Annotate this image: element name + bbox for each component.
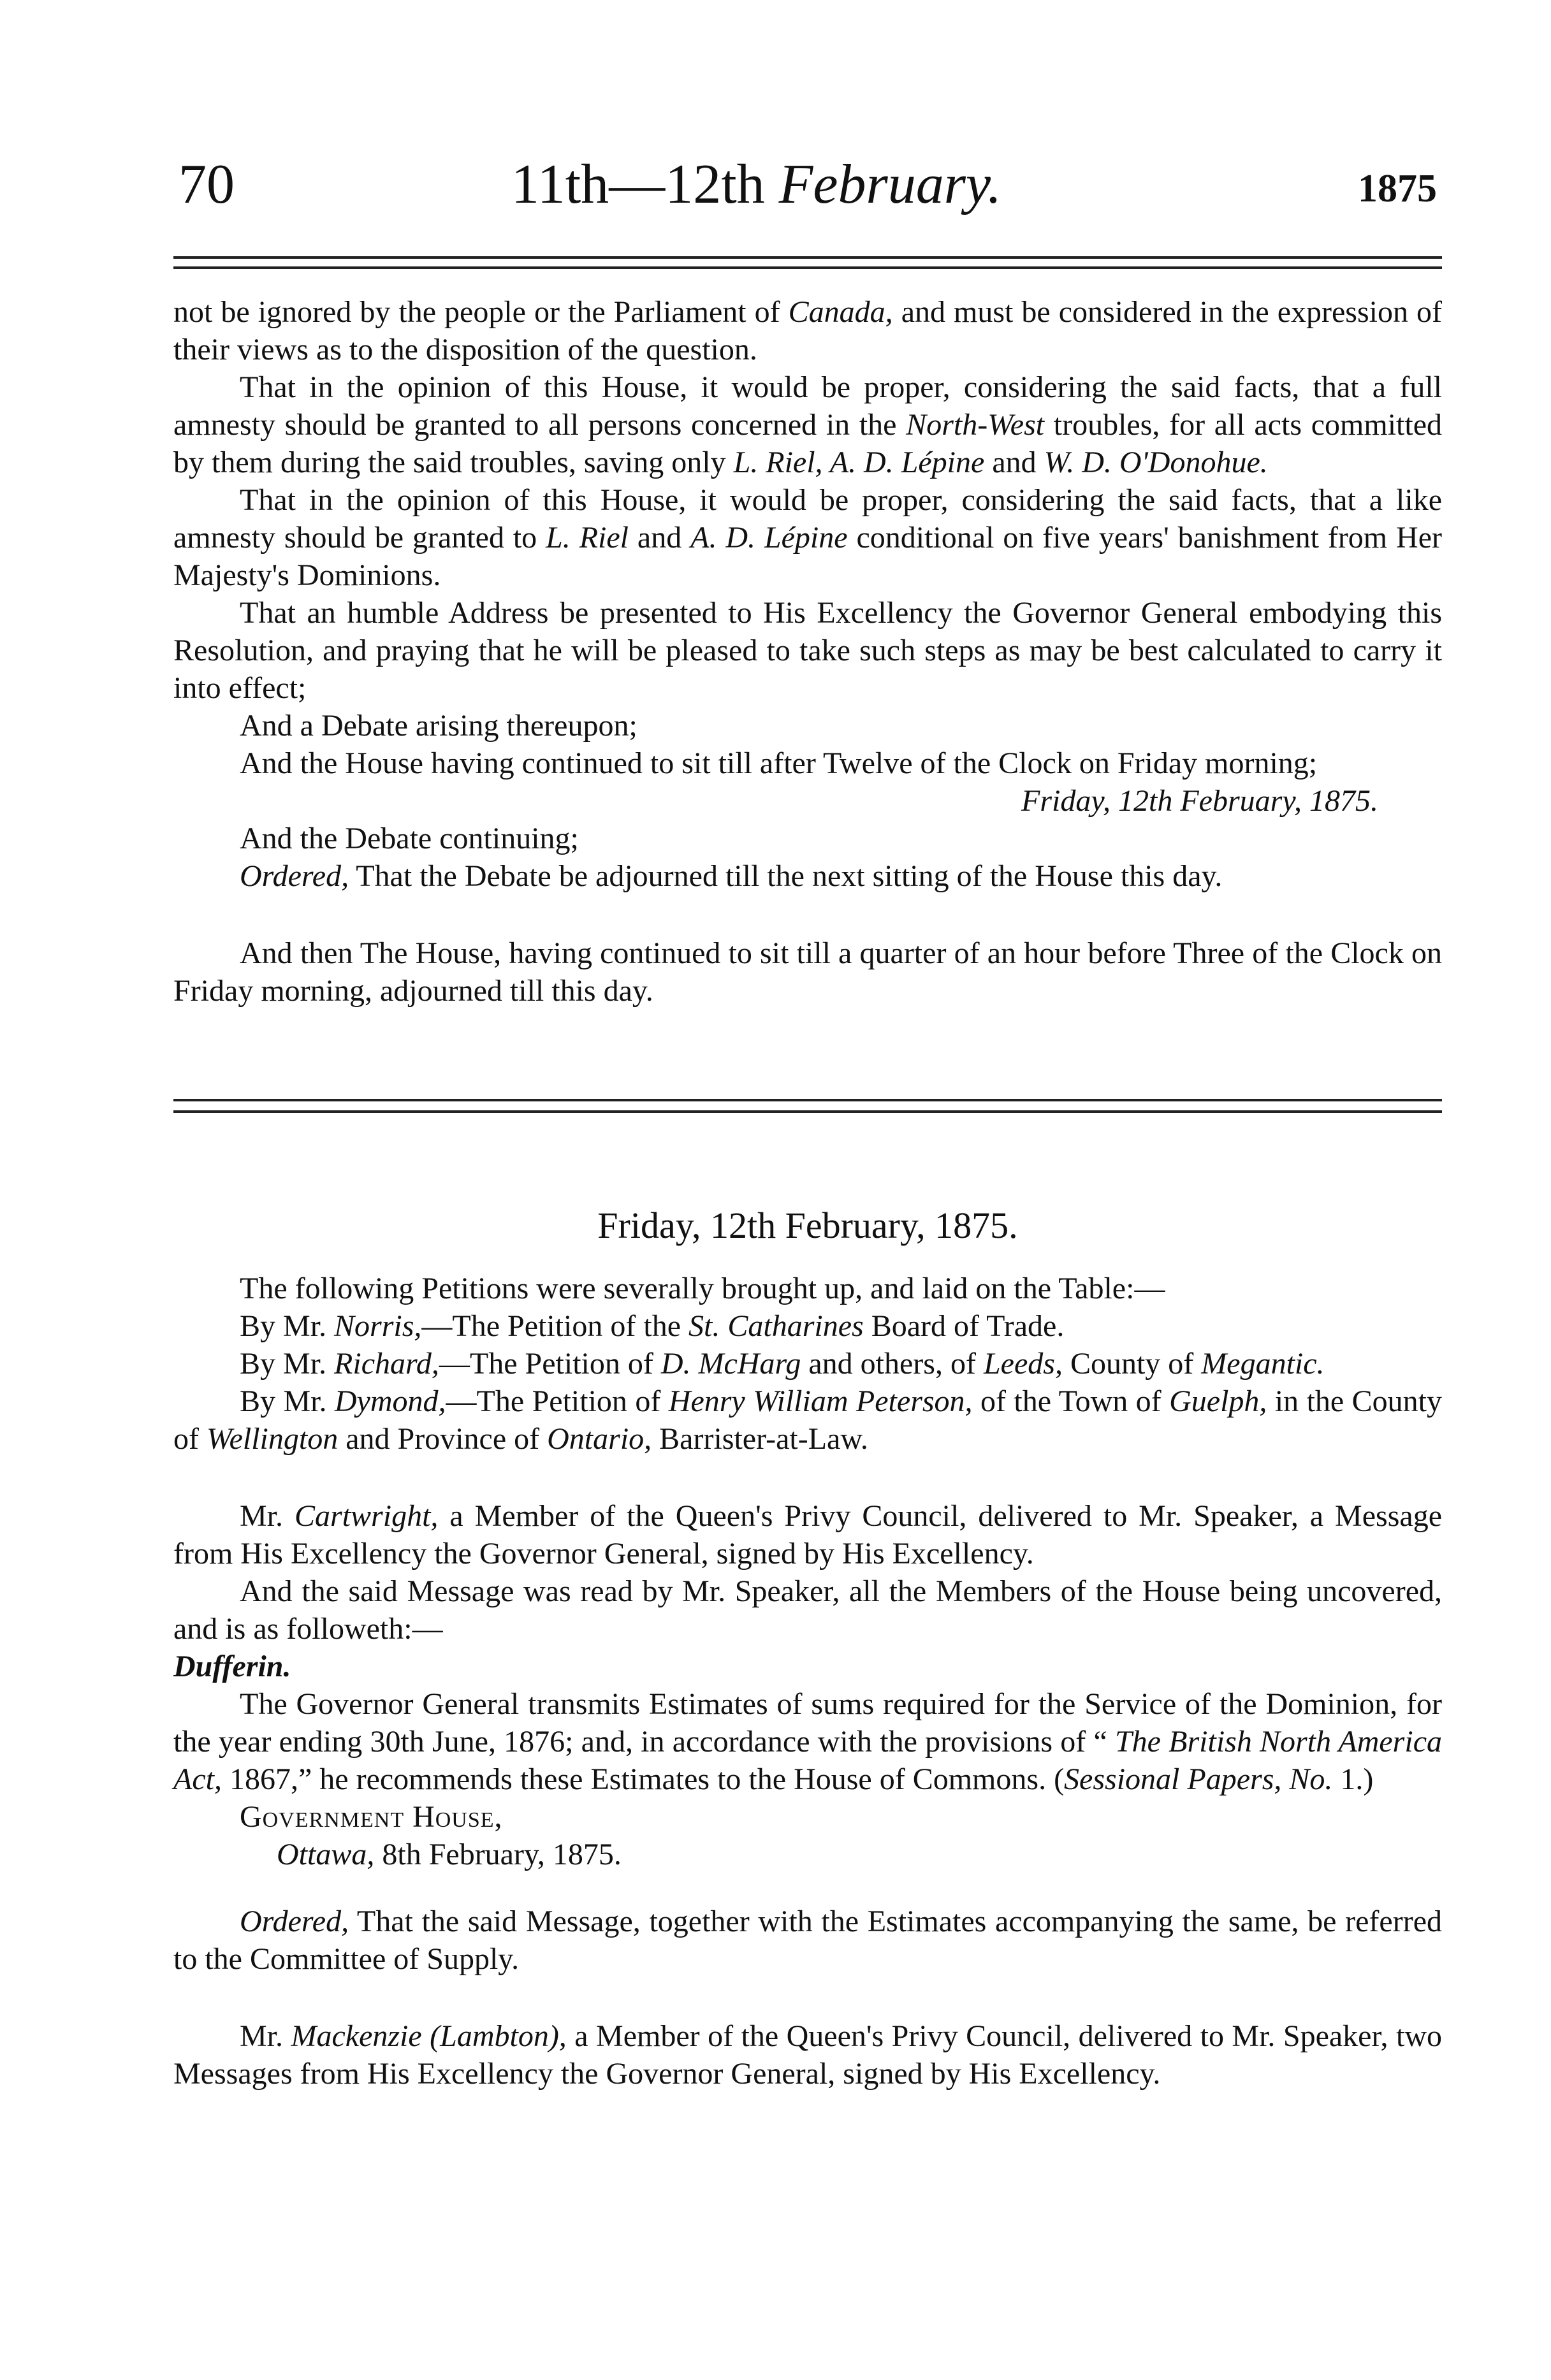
paragraph: not be ignored by the people or the Parliament of Canada, and must be considered in the expression of their views as to the disposition of the question.: [173, 295, 1442, 366]
page-header: [173, 153, 1442, 223]
ottawa-date: Ottawa, 8th February, 1875.: [277, 1838, 622, 1871]
paragraph: And the Debate continuing;: [240, 822, 579, 855]
paragraph: Ordered, That the Debate be adjourned till the next sitting of the House this day.: [240, 859, 1223, 893]
section-heading: Friday, 12th February, 1875.: [597, 1205, 1018, 1246]
paragraph: And the House having continued to sit till after Twelve of the Clock on Friday morning;: [240, 746, 1318, 780]
paragraph: That in the opinion of this House, it would be proper, considering the said facts, that a full amnesty should be granted to all persons concerned in the North-West troubles, for all acts committed by them during the said troubles, saving only L. Riel, A. D. Lépine and W. D. O'Donohue.: [173, 370, 1443, 479]
petition-item: By Mr. Dymond,—The Petition of Henry William Peterson, of the Town of Guelph, in the County of Wellington and Province of Ontario, Barrister-at-Law.: [173, 1384, 1443, 1456]
continued-proceedings: [173, 293, 1442, 1010]
paragraph: That an humble Address be presented to His Excellency the Governor General embodying this Resolution, and praying that he will be pleased to take such steps as may be best calculated to carry it into effect;: [173, 596, 1442, 705]
paragraph: And then The House, having continued to sit till a quarter of an hour before Three of the Clock on Friday morning, adjourned till this day.: [173, 936, 1442, 1008]
paragraph: And a Debate arising thereupon;: [240, 709, 637, 743]
petition-item: By Mr. Richard,—The Petition of D. McHarg and others, of Leeds, County of Megantic.: [240, 1347, 1325, 1381]
paragraph: The following Petitions were severally brought up, and laid on the Table:—: [240, 1272, 1165, 1305]
paragraph: Mr. Mackenzie (Lambton), a Member of the Queen's Privy Council, delivered to Mr. Speaker, two Messages from His Excellency the Governor General, signed by His Excellency.: [173, 2019, 1442, 2091]
document-page: [173, 153, 1442, 2093]
header-year: 1875: [1358, 167, 1437, 210]
running-title: 11th—12th February.: [511, 154, 1002, 215]
government-house: Government House,: [240, 1800, 503, 1834]
signature: Dufferin.: [173, 1650, 291, 1683]
petition-item: By Mr. Norris,—The Petition of the St. Catharines Board of Trade.: [240, 1309, 1065, 1343]
petitions-section: [173, 1270, 1442, 2093]
paragraph: That in the opinion of this House, it would be proper, considering the said facts, that a like amnesty should be granted to L. Riel and A. D. Lépine conditional on five years' banishment from Her Majesty's Dominions.: [173, 483, 1442, 592]
date-line: Friday, 12th February, 1875.: [1021, 784, 1378, 818]
header-rule: [173, 256, 1442, 269]
paragraph: Ordered, That the said Message, together with the Estimates accompanying the same, be referred to the Committee of Supply.: [173, 1905, 1442, 1976]
paragraph: Mr. Cartwright, a Member of the Queen's Privy Council, delivered to Mr. Speaker, a Message from His Excellency the Governor General, signed by His Excellency.: [173, 1499, 1443, 1571]
section-rule: [173, 1099, 1442, 1113]
page-number: 70: [178, 154, 235, 215]
paragraph: And the said Message was read by Mr. Speaker, all the Members of the House being uncovered, and is as followeth:—: [173, 1574, 1442, 1646]
paragraph: The Governor General transmits Estimates of sums required for the Service of the Dominion, for the year ending 30th June, 1876; and, in accordance with the provisions of “ The British North America Act, 1867,” he recommends these Estimates to the House of Commons. (Sessional Papers, No. 1.): [173, 1687, 1443, 1796]
